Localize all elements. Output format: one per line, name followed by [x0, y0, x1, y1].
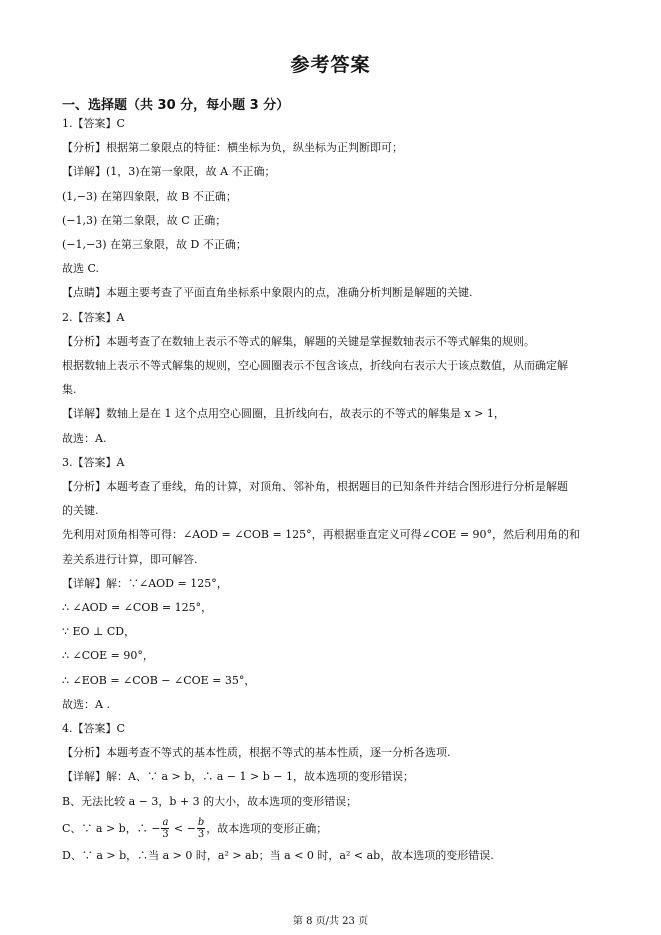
section-heading: 一、选择题（共 30 分，每小题 3 分）: [62, 98, 290, 113]
fraction-b-over-3: [197, 817, 205, 840]
q3-analysis-2: 的关键.: [62, 504, 99, 518]
q3-analysis-4: 差关系进行计算，即可解答.: [62, 552, 198, 566]
page-title: 参考答案: [290, 54, 371, 76]
answer-content: [62, 112, 610, 868]
q4-detail-c-pre: C、∵ a > b，∴ −: [62, 821, 161, 835]
q1-detail-2: (1,−3) 在第四象限，故 B 不正确；: [62, 189, 237, 203]
q4-detail-c: [62, 814, 610, 844]
q4-detail-c-post: ，故本选项的变形正确；: [206, 821, 328, 835]
q3-detail-5: ∴ ∠EOB = ∠COB − ∠COE = 35°，: [62, 673, 256, 687]
fraction-a-denominator: 3: [162, 829, 169, 841]
q3-conclusion: 故选：A .: [62, 697, 110, 711]
q2-analysis: 【分析】本题考查了在数轴上表示不等式的解集，解题的关键是掌握数轴表示不等式解集的规则。: [62, 334, 535, 348]
q1-conclusion: 故选 C.: [62, 262, 100, 276]
q2-conclusion: 故选：A.: [62, 431, 107, 445]
fraction-b-numerator: b: [197, 817, 205, 829]
q1-detail-3: (−1,3) 在第二象限，故 C 正确；: [62, 213, 227, 227]
q1-detail-4: (−1,−3) 在第三象限，故 D 不正确；: [62, 238, 247, 252]
q1-analysis: 【分析】根据第二象限点的特征：横坐标为负，纵坐标为正判断即可；: [62, 141, 403, 155]
q1-comment: 【点睛】本题主要考查了平面直角坐标系中象限内的点，准确分析判断是解题的关键.: [62, 286, 473, 300]
q1-detail-1: 【详解】(1，3)在第一象限，故 A 不正确；: [62, 165, 276, 179]
q4-detail-b: B、无法比较 a − 3，b + 3 的大小，故本选项的变形错误；: [62, 794, 358, 808]
q3-detail-4: ∴ ∠COE = 90°，: [62, 649, 154, 663]
q4-answer: 4.【答案】C: [62, 722, 125, 736]
q4-detail-c-lt: < −: [170, 821, 196, 835]
q2-analysis-2: 根据数轴上表示不等式解集的规则，空心圆圈表示不包含该点，折线向右表示大于该点数值，从而确定解: [62, 359, 568, 373]
page-footer: 第 8 页/共 23 页: [292, 916, 369, 927]
q3-analysis-3: 先利用对顶角相等可得：∠AOD = ∠COB = 125°，再根据垂直定义可得∠COE = 90°，然后利用角的和: [62, 528, 581, 542]
q2-analysis-3: 集.: [62, 383, 77, 397]
q4-detail-a: 【详解】解：A、∵ a > b，∴ a − 1 > b − 1，故本选项的变形错误；: [62, 770, 414, 784]
fraction-b-denominator: 3: [197, 829, 205, 841]
q2-answer: 2.【答案】A: [62, 310, 125, 324]
q2-detail: 【详解】数轴上是在 1 这个点用空心圆圈，且折线向右，故表示的不等式的解集是 x > 1，: [62, 407, 505, 421]
fraction-a-over-3: [161, 817, 169, 840]
q4-detail-d: D、∵ a > b，∴当 a > 0 时，a² > ab；当 a < 0 时，a² < ab，故本选项的变形错误.: [62, 848, 494, 862]
q1-answer: 1.【答案】C: [62, 117, 125, 130]
q3-detail-3: ∵ EO ⊥ CD，: [62, 625, 136, 639]
fraction-a-numerator: a: [162, 817, 169, 829]
q4-analysis: 【分析】本题考查不等式的基本性质，根据不等式的基本性质，逐一分析各选项.: [62, 746, 451, 760]
q3-detail-2: ∴ ∠AOD = ∠COB = 125°，: [62, 601, 213, 615]
q3-analysis: 【分析】本题考查了垂线，角的计算，对顶角、邻补角，根据题目的已知条件并结合图形进行分析是解题: [62, 480, 568, 494]
q3-answer: 3.【答案】A: [62, 455, 125, 469]
q3-detail-1: 【详解】解：∵∠AOD = 125°，: [62, 576, 228, 590]
